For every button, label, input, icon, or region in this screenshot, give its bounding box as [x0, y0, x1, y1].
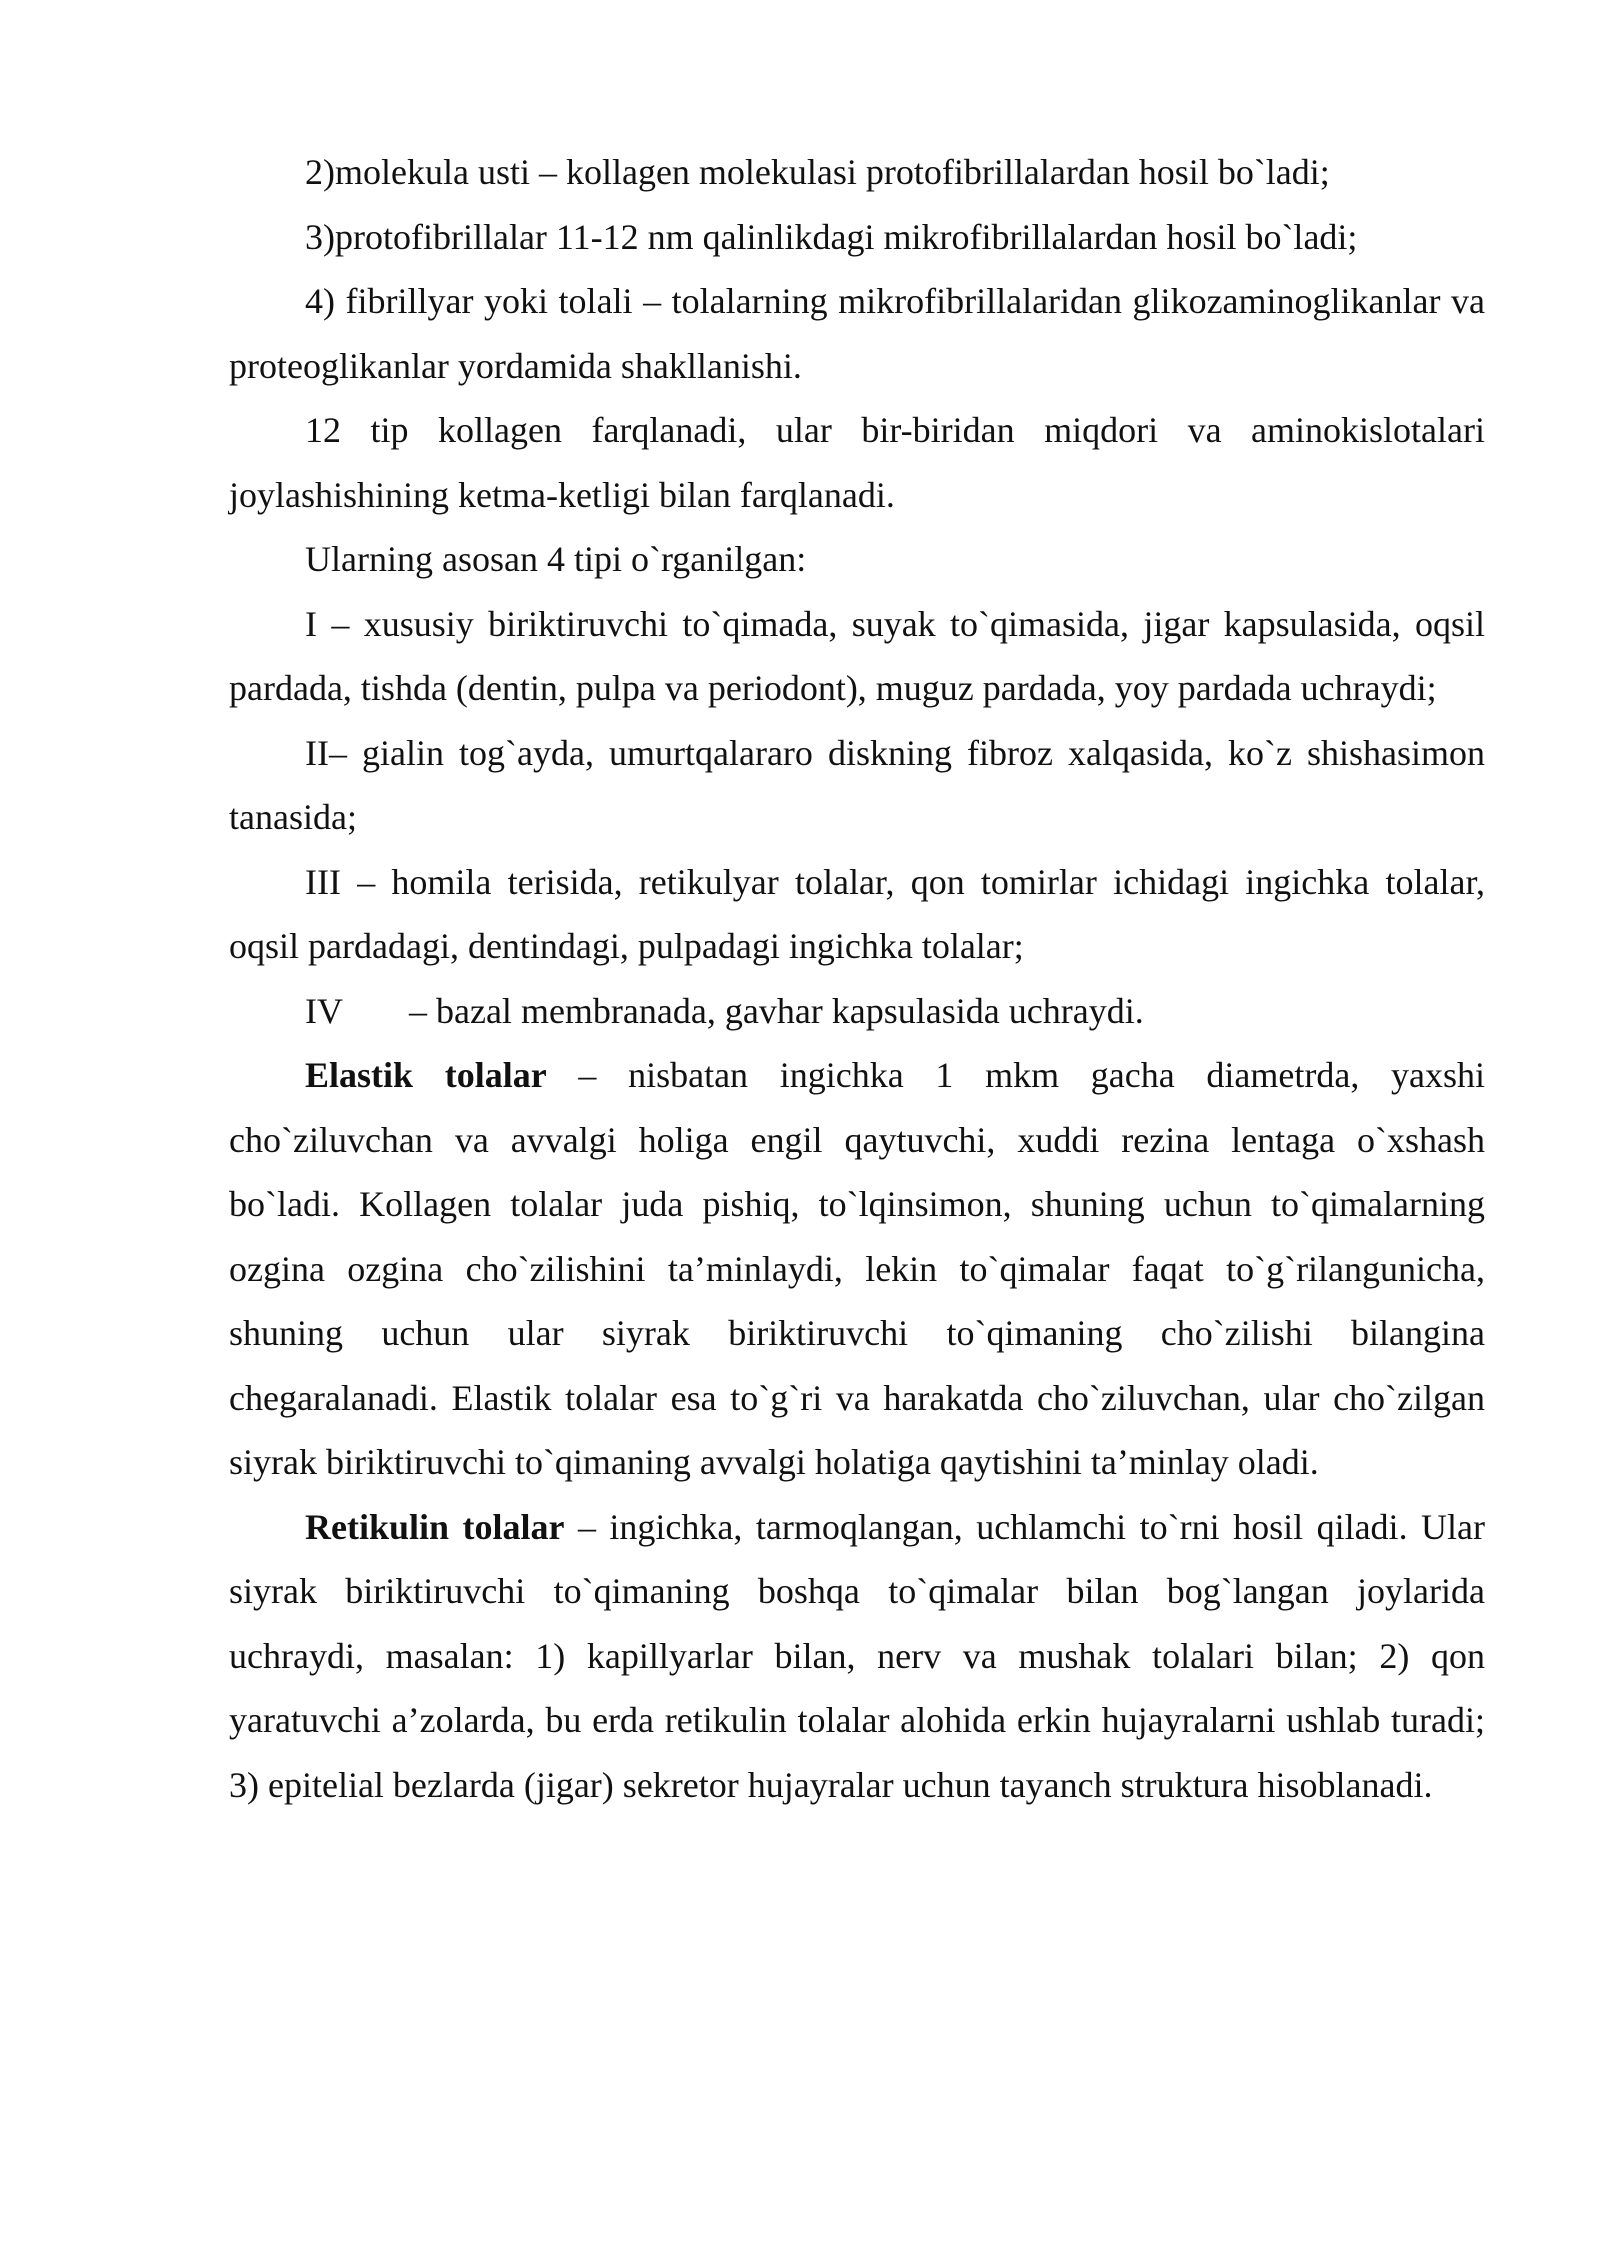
paragraph-protofibril-level — [229, 205, 1485, 270]
paragraph-reticular-fibers — [229, 1495, 1485, 1818]
paragraph-text: III – homila terisida, retikulyar tolalar, qon tomirlar ichidagi ingichka tolalar, oqsil pardadagi, dentindagi, pulpadagi ingichka tolalar; — [229, 861, 1485, 966]
paragraph-type-iv — [229, 979, 1485, 1044]
paragraph-text: I – xususiy biriktiruvchi to`qimada, suyak to`qimasida, jigar kapsulasida, oqsil pardada, tishda (dentin, pulpa va periodont), muguz pardada, yoy pardada uchraydi; — [229, 603, 1485, 708]
paragraph-collagen-types-count — [229, 398, 1485, 527]
paragraph-main-types-intro — [229, 527, 1485, 592]
term-reticular-fibers: Retikulin tolalar — [305, 1506, 565, 1547]
paragraph-elastic-fibers — [229, 1043, 1485, 1495]
paragraph-type-iii — [229, 850, 1485, 979]
paragraph-text: – nisbatan ingichka 1 mkm gacha diametrda, yaxshi cho`ziluvchan va avvalgi holiga engil qaytuvchi, xuddi rezina lentaga o`xshash bo`ladi. Kollagen tolalar juda pishiq, to`lqinsimon, shuning uchun to`qimalarning ozgina ozgina cho`zilishini ta’minlaydi, lekin to`qimalar faqat to`g`rilangunicha, shuning uchun ular siyrak biriktiruvchi to`qimaning cho`zilishi bilangina chegaralanadi. Elastik tolalar esa to`g`ri va harakatda cho`ziluvchan, ular cho`zilgan siyrak biriktiruvchi to`qimaning avvalgi holatiga qaytishini ta’minlay oladi. — [229, 1055, 1485, 1482]
document-page — [229, 140, 1485, 1817]
term-elastic-fibers: Elastik tolalar — [305, 1055, 547, 1095]
paragraph-text: Ularning asosan 4 tipi o`rganilgan: — [305, 539, 807, 579]
paragraph-text: – ingichka, tarmoqlangan, uchlamchi to`rni hosil qiladi. Ular siyrak biriktiruvchi to`qimaning boshqa to`qimalar bilan bog`langan joylarida uchraydi, masalan: 1) kapillyarlar bilan, nerv va mushak tolalari bilan; 2) qon yaratuvchi a’zolarda, bu erda retikulin tolalar alohida erkin hujayralarni ushlab turadi; 3) epitelial bezlarda (jigar) sekretor hujayralar uchun tayanch struktura hisoblanadi. — [229, 1506, 1485, 1805]
paragraph-text: 2)molekula usti – kollagen molekulasi protofibrillalardan hosil bo`ladi; — [305, 152, 1330, 192]
paragraph-text: 12 tip kollagen farqlanadi, ular bir-biridan miqdori va aminokislotalari joylashishining ketma-ketligi bilan farqlanadi. — [229, 410, 1485, 515]
paragraph-type-i — [229, 592, 1485, 721]
paragraph-text: II– gialin tog`ayda, umurtqalararo diskning fibroz xalqasida, ko`z shishasimon tanasida; — [229, 732, 1485, 837]
type-iv-label: IV — [305, 990, 343, 1031]
paragraph-text: 3)protofibrillalar 11-12 nm qalinlikdagi mikrofibrillalardan hosil bo`ladi; — [305, 216, 1358, 257]
paragraph-type-ii — [229, 721, 1485, 850]
paragraph-text: 4) fibrillyar yoki tolali – tolalarning mikrofibrillalaridan glikozaminoglikanlar va proteoglikanlar yordamida shakllanishi. — [229, 281, 1485, 386]
paragraph-molecular-level — [229, 140, 1485, 205]
paragraph-fibrillar-level — [229, 269, 1485, 398]
paragraph-text: – bazal membranada, gavhar kapsulasida uchraydi. — [409, 990, 1144, 1031]
